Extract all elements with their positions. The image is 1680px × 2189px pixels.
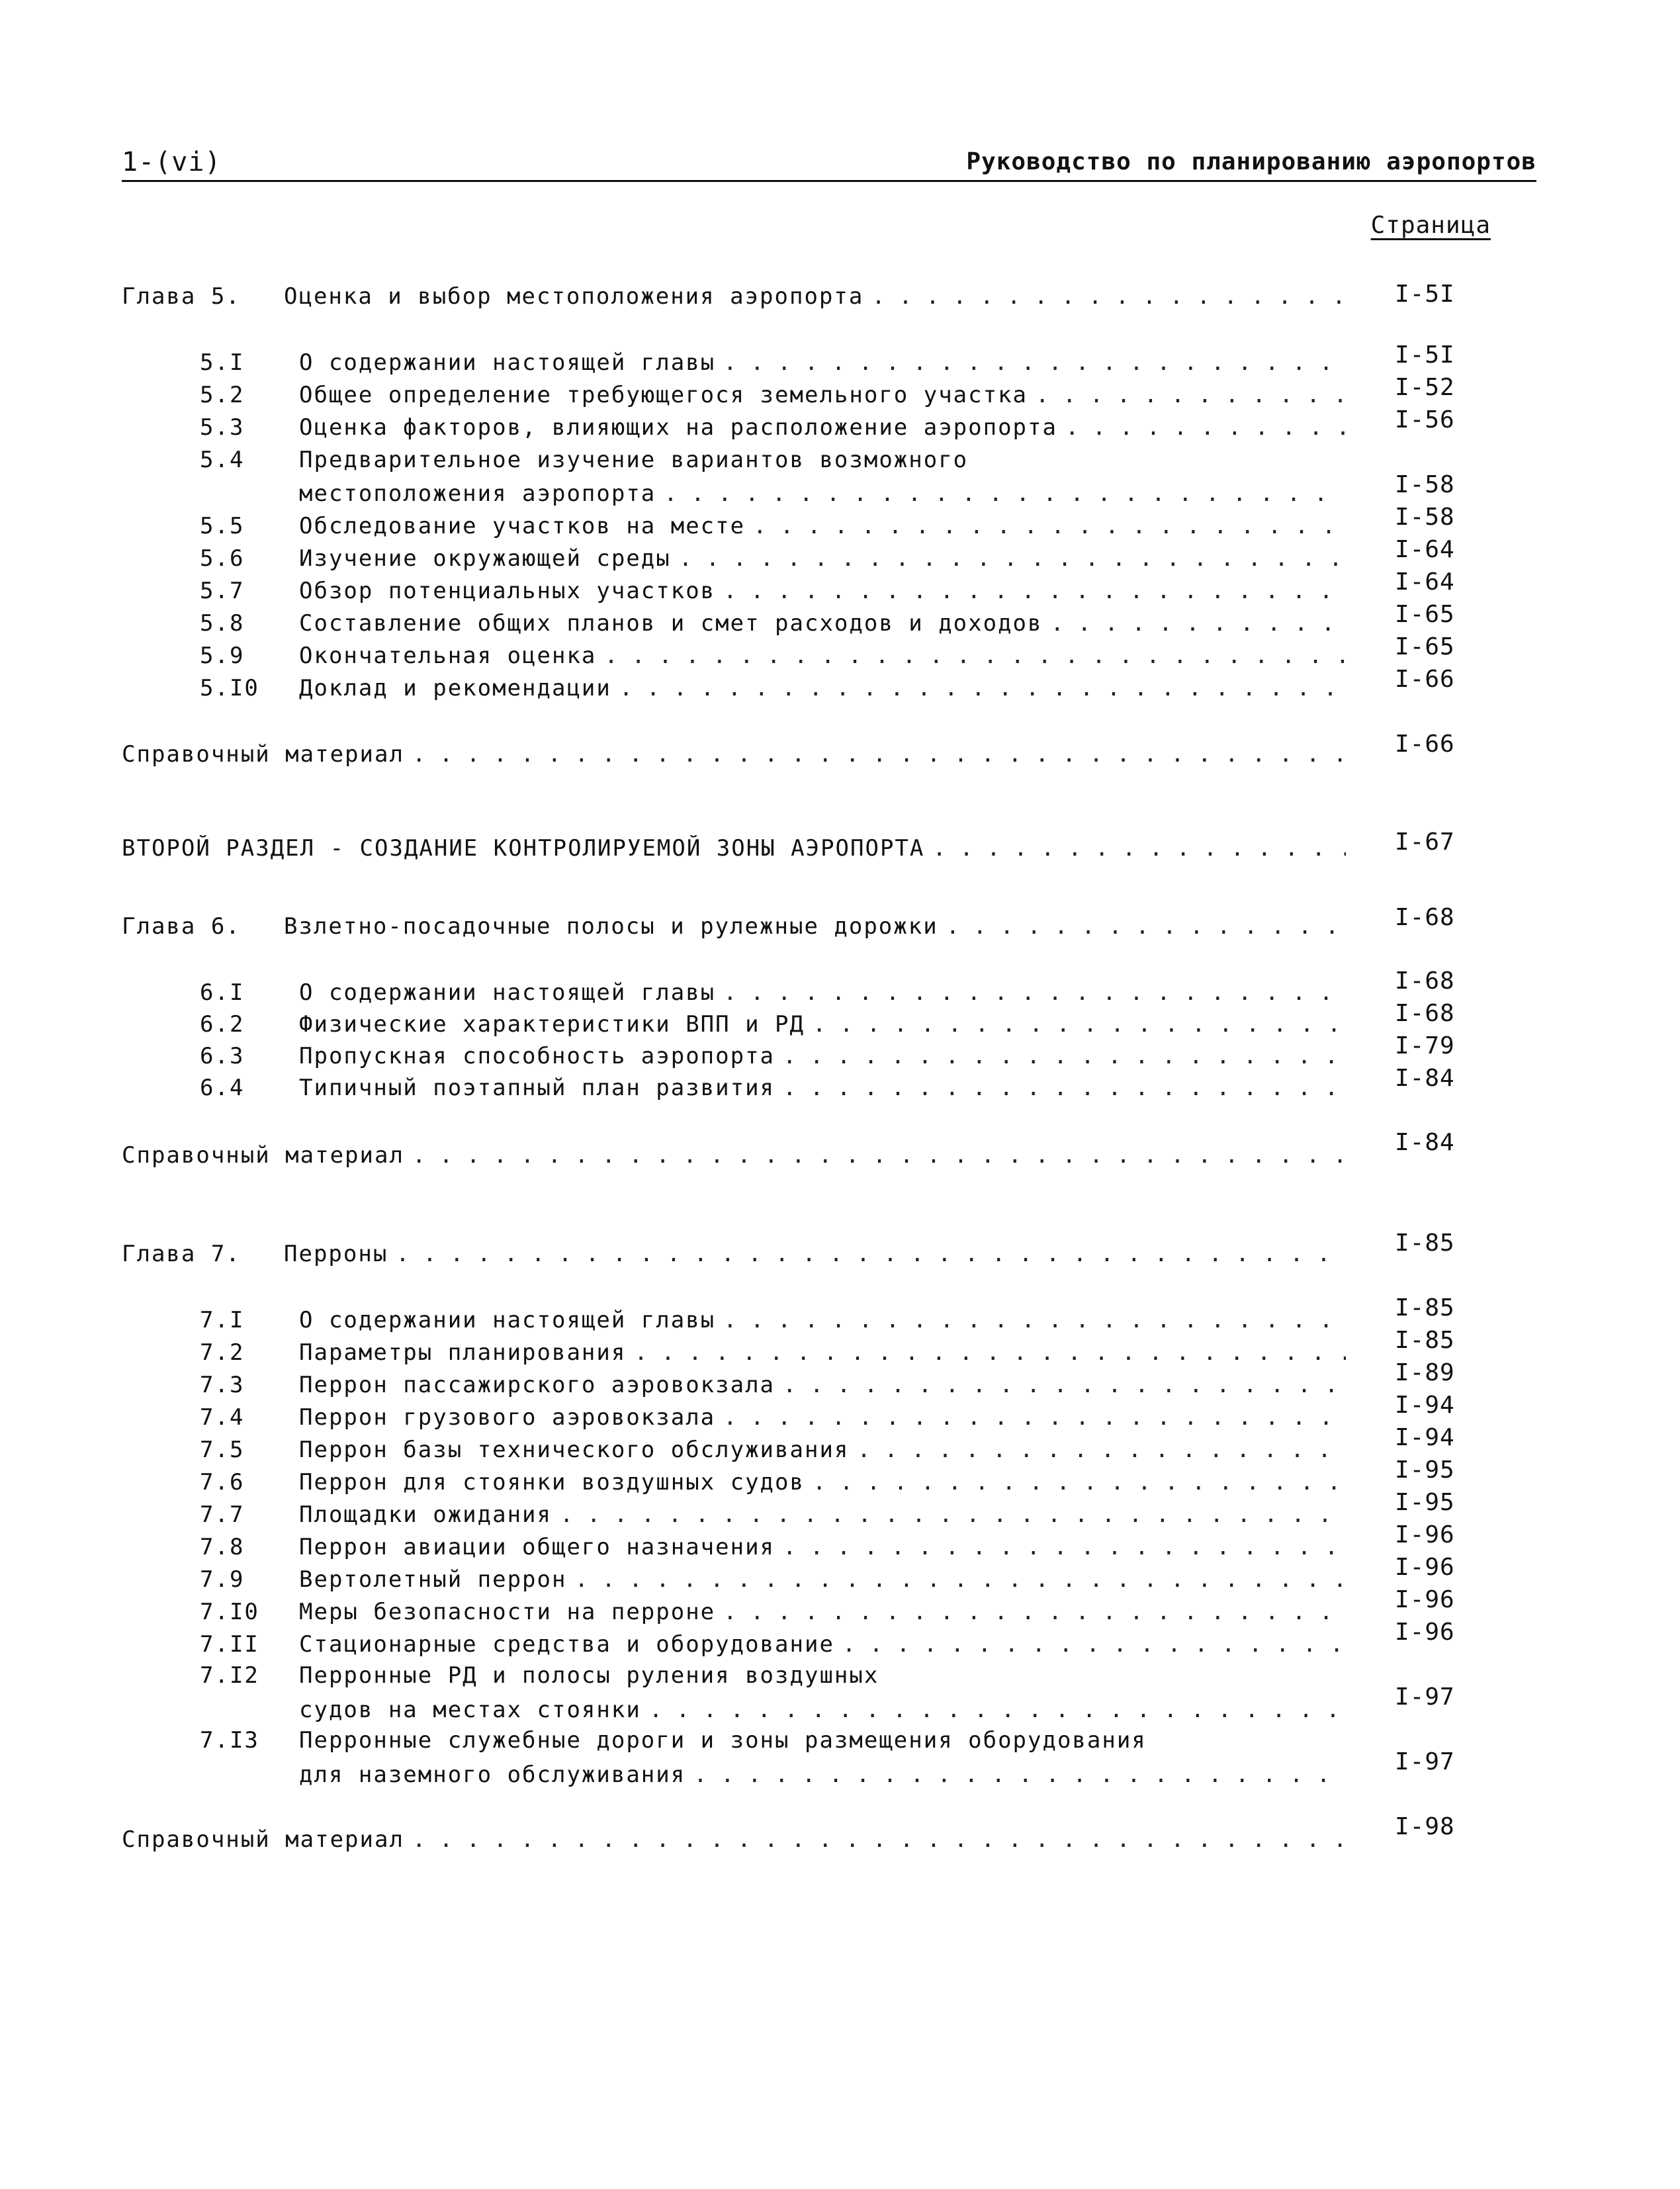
toc-title: Параметры планирования [299,1339,627,1366]
toc-leader [664,480,1346,507]
toc-title: Предварительное изучение вариантов возможного [299,447,969,473]
toc-entry [200,1566,1346,1597]
toc-number: 7.I3 [200,1727,259,1754]
toc-title: Физические характеристики ВПП и РД [299,1011,805,1038]
toc-number: 6.3 [200,1043,245,1069]
page-column-heading: Страница [1370,212,1491,239]
toc-title: Вертолетный перрон [299,1566,567,1593]
toc-leader [783,1043,1346,1069]
toc-entry [200,1534,1346,1564]
toc-number: 5.I0 [200,675,259,701]
toc-number: 5.9 [200,643,245,669]
toc-leader [1065,414,1346,441]
toc-title: О содержании настоящей главы [299,1307,716,1333]
toc-page: I-85 [1395,1327,1455,1354]
toc-entry [200,578,1346,608]
toc-title: Перрон авиации общего назначения [299,1534,775,1560]
toc-page: I-64 [1395,536,1455,563]
toc-title: Справочный материал [122,741,404,768]
toc-references [122,1142,1346,1173]
toc-number: 7.4 [200,1404,245,1431]
toc-leader [813,1011,1346,1038]
toc-entry [200,545,1346,576]
running-title: Руководство по планированию аэропортов [966,148,1536,175]
toc-references [122,1826,1346,1857]
toc-entry [200,1501,1346,1532]
toc-leader [783,1534,1346,1560]
toc-title: местоположения аэропорта [299,480,656,507]
toc-number: 5.6 [200,545,245,572]
toc-entry [200,643,1346,673]
toc-leader [946,913,1346,940]
toc-page: I-96 [1395,1554,1455,1581]
toc-page: I-66 [1395,731,1455,758]
toc-title: Составление общих планов и смет расходов и доходов [299,610,1043,637]
toc-leader [723,1404,1346,1431]
toc-number: 5.7 [200,578,245,604]
toc-leader [1051,610,1347,637]
toc-leader [574,1566,1346,1593]
toc-leader [753,513,1346,539]
toc-title: Обзор потенциальных участков [299,578,716,604]
toc-references [122,741,1346,772]
toc-page: I-66 [1395,666,1455,693]
toc-title: Перрон пассажирского аэровокзала [299,1372,775,1398]
toc-entry [200,382,1346,412]
toc-number: 7.2 [200,1339,245,1366]
toc-page: I-94 [1395,1392,1455,1419]
toc-page: I-67 [1395,828,1455,856]
toc-title: ВТОРОЙ РАЗДЕЛ - СОЗДАНИЕ КОНТРОЛИРУЕМОЙ ЗОНЫ АЭРОПОРТА [122,835,925,862]
toc-title: Оценка и выбор местоположения аэропорта [284,283,864,310]
toc-page: I-84 [1395,1129,1455,1156]
toc-number: 5.4 [200,447,245,473]
toc-title: Обследование участков на месте [299,513,746,539]
toc-number: 5.8 [200,610,245,637]
toc-number: 7.7 [200,1501,245,1528]
toc-entry [200,1599,1346,1629]
toc-number: Глава 7. [122,1241,241,1267]
toc-leader [634,1339,1346,1366]
toc-leader [693,1762,1346,1788]
toc-title: О содержании настоящей главы [299,979,716,1006]
toc-entry [200,1011,1346,1042]
toc-entry [200,349,1346,380]
toc-number: Глава 5. [122,283,241,310]
toc-entry [200,610,1346,641]
toc-number: 7.I0 [200,1599,259,1625]
toc-leader [412,1826,1346,1853]
toc-page: I-89 [1395,1359,1455,1386]
toc-page: I-58 [1395,471,1455,498]
toc-leader [1036,382,1346,408]
toc-leader [619,675,1346,701]
toc-number: 5.2 [200,382,245,408]
toc-page: I-56 [1395,406,1455,433]
toc-page: I-65 [1395,601,1455,628]
toc-leader [560,1501,1346,1528]
toc-chapter-6 [122,913,1346,944]
header-rule [122,180,1536,182]
toc-entry [200,1339,1346,1370]
toc-page: I-98 [1395,1813,1455,1840]
toc-number: 7.5 [200,1437,245,1463]
toc-entry [200,1727,1346,1758]
toc-number: 6.4 [200,1075,245,1101]
toc-entry-continuation [200,480,1346,511]
toc-number: 5.3 [200,414,245,441]
toc-leader [649,1697,1346,1723]
toc-page: I-52 [1395,374,1455,401]
toc-title: Перронные служебные дороги и зоны размещения оборудования [299,1727,1147,1754]
toc-entry [200,675,1346,705]
toc-page: I-58 [1395,504,1455,531]
toc-entry [200,1631,1346,1662]
toc-page: I-85 [1395,1229,1455,1257]
toc-leader [857,1437,1346,1463]
toc-page: I-68 [1395,967,1455,995]
toc-chapter-5 [122,283,1346,314]
toc-leader [783,1372,1346,1398]
toc-chapter-7 [122,1241,1346,1271]
toc-title: О содержании настоящей главы [299,349,716,376]
toc-page: I-84 [1395,1065,1455,1092]
toc-page: I-96 [1395,1619,1455,1646]
toc-entry [200,1075,1346,1105]
toc-number: 7.II [200,1631,259,1658]
toc-entry [200,1404,1346,1435]
toc-number: 5.5 [200,513,245,539]
toc-leader [679,545,1346,572]
toc-title: Стационарные средства и оборудование [299,1631,834,1658]
toc-title: Взлетно-посадочные полосы и рулежные дорожки [284,913,938,940]
toc-entry [200,1043,1346,1073]
toc-page: I-79 [1395,1032,1455,1059]
toc-entry [200,447,1346,477]
toc-entry [200,1662,1346,1693]
toc-entry-continuation [200,1762,1346,1792]
toc-number: 6.2 [200,1011,245,1038]
toc-title: Пропускная способность аэропорта [299,1043,775,1069]
toc-page: I-68 [1395,904,1455,931]
toc-page: I-85 [1395,1294,1455,1321]
toc-entry [200,979,1346,1010]
toc-title: Типичный поэтапный план развития [299,1075,775,1101]
toc-title: Оценка факторов, влияющих на расположение аэропорта [299,414,1057,441]
toc-number: 7.3 [200,1372,245,1398]
toc-title: Перроны [284,1241,388,1267]
toc-leader [723,1307,1346,1333]
toc-page: I-95 [1395,1456,1455,1484]
toc-title: судов на местах стоянки [299,1697,641,1723]
toc-title: Перрон грузового аэровокзала [299,1404,716,1431]
toc-title: Справочный материал [122,1142,404,1169]
toc-entry [200,513,1346,543]
toc-number: 7.I2 [200,1662,259,1689]
toc-page: I-97 [1395,1683,1455,1711]
toc-leader [932,835,1346,862]
toc-leader [396,1241,1346,1267]
toc-number: 5.I [200,349,245,376]
toc-title: Общее определение требующегося земельного участка [299,382,1028,408]
toc-entry [200,1307,1346,1337]
toc-number: 6.I [200,979,245,1006]
toc-leader [871,283,1346,310]
toc-page: I-97 [1395,1748,1455,1775]
toc-leader [842,1631,1346,1658]
toc-page: I-64 [1395,568,1455,596]
toc-leader [783,1075,1346,1101]
toc-title: Окончательная оценка [299,643,597,669]
toc-number: 7.I [200,1307,245,1333]
toc-leader [723,1599,1346,1625]
toc-leader [723,578,1346,604]
toc-title: Меры безопасности на перроне [299,1599,716,1625]
toc-page: I-65 [1395,633,1455,660]
toc-page: I-95 [1395,1489,1455,1516]
toc-title: Площадки ожидания [299,1501,552,1528]
toc-page: I-96 [1395,1586,1455,1613]
toc-page: I-94 [1395,1424,1455,1451]
toc-page: I-5I [1395,281,1455,308]
toc-page: I-5I [1395,341,1455,369]
toc-entry-continuation [200,1697,1346,1727]
toc-number: 7.9 [200,1566,245,1593]
toc-title: Перрон для стоянки воздушных судов [299,1469,805,1496]
toc-leader [723,979,1346,1006]
toc-page: I-68 [1395,1000,1455,1027]
toc-title: Перрон базы технического обслуживания [299,1437,850,1463]
toc-title: Изучение окружающей среды [299,545,671,572]
toc-leader [813,1469,1346,1496]
toc-entry [200,1437,1346,1467]
toc-leader [412,741,1346,768]
toc-entry [200,414,1346,445]
page-number: 1-(vi) [122,147,222,177]
toc-number: Глава 6. [122,913,241,940]
toc-title: Доклад и рекомендации [299,675,611,701]
toc-page: I-96 [1395,1521,1455,1548]
toc-number: 7.6 [200,1469,245,1496]
toc-title: Справочный материал [122,1826,404,1853]
toc-leader [723,349,1346,376]
toc-title: для наземного обслуживания [299,1762,686,1788]
toc-entry [200,1372,1346,1402]
toc-section-2 [122,835,1346,866]
toc-entry [200,1469,1346,1499]
toc-title: Перронные РД и полосы руления воздушных [299,1662,879,1689]
toc-number: 7.8 [200,1534,245,1560]
toc-leader [412,1142,1346,1169]
toc-leader [604,643,1346,669]
